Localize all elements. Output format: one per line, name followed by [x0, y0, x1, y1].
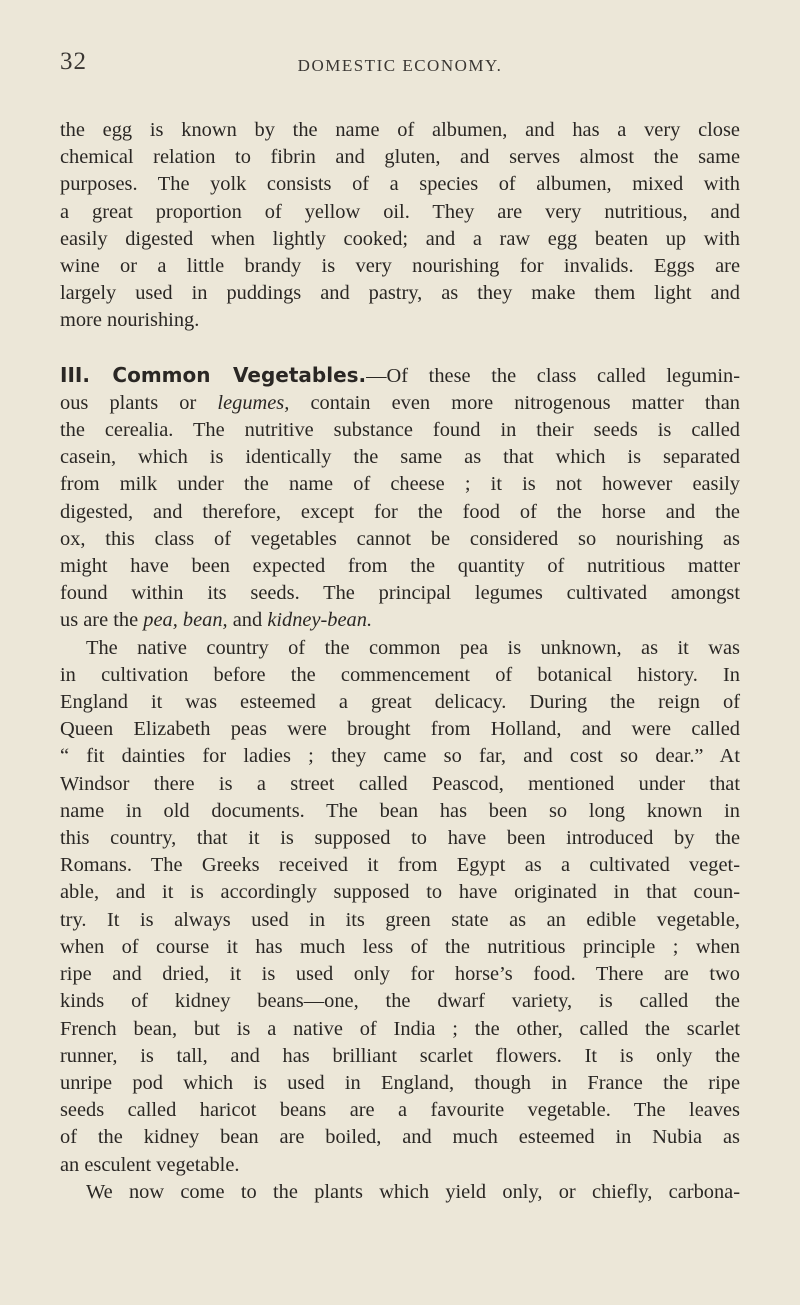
text-line: the cerealia. The nutritive substance found in their seeds is called: [60, 419, 740, 442]
italic-term-legumes: legumes,: [217, 391, 290, 414]
text-line: We now come to the plants which yield only, or chiefly, carbona-: [86, 1180, 740, 1203]
text-line: a great proportion of yellow oil. They are very nutritious, and: [60, 200, 740, 223]
text-line: digested, and therefore, except for the food of the horse and the: [60, 500, 740, 523]
text-line: Romans. The Greeks received it from Egypt as a cultivated veget-: [60, 854, 740, 877]
text-line: might have been expected from the quantity of nutritious matter: [60, 555, 740, 578]
body-text: [60, 117, 740, 1206]
text-line: an esculent vegetable.: [60, 1153, 240, 1176]
text-line: England it was esteemed a great delicacy. During the reign of: [60, 691, 740, 714]
italic-term-kidney-bean: kidney-bean.: [267, 609, 373, 632]
text-line: runner, is tall, and has brilliant scarlet flowers. It is only the: [60, 1044, 740, 1067]
text-line: The native country of the common pea is unknown, as it was: [86, 636, 740, 659]
paragraph-eggs: [60, 117, 740, 335]
section-common-vegetables: [60, 362, 740, 635]
text-line: largely used in puddings and pastry, as they make them light and: [60, 282, 740, 305]
text-line: found within its seeds. The principal legumes cultivated amongst: [60, 582, 740, 605]
section-title: III. Common Vegetables.: [60, 362, 367, 387]
text-line: this country, that it is supposed to have been introduced by the: [60, 827, 740, 850]
running-head: DOMESTIC ECONOMY.: [297, 56, 503, 75]
text-line: Windsor there is a street called Peascod, mentioned under that: [60, 772, 740, 795]
text-line: of the kidney bean are boiled, and much esteemed in Nubia as: [60, 1126, 740, 1149]
text-line: “ fit dainties for ladies ; they came so far, and cost so dear.” At: [60, 745, 740, 768]
text-line: [60, 390, 740, 417]
text-fragment: contain even more nitrogenous matter than: [310, 391, 740, 414]
text-line: try. It is always used in its green state as an edible vegetable,: [60, 908, 740, 931]
text-line: purposes. The yolk consists of a species of albumen, mixed with: [60, 173, 740, 196]
text-line: name in old documents. The bean has been so long known in: [60, 799, 740, 822]
page-number: 32: [60, 48, 87, 75]
text-line: able, and it is accordingly supposed to have originated in that coun-: [60, 881, 740, 904]
text-line: in cultivation before the commencement of botanical history. In: [60, 663, 740, 686]
text-line: chemical relation to fibrin and gluten, and serves almost the same: [60, 146, 740, 169]
text-line: Queen Elizabeth peas were brought from Holland, and were called: [60, 718, 740, 741]
italic-term-bean: bean,: [182, 609, 228, 632]
text-line: the egg is known by the name of albumen, and has a very close: [60, 119, 740, 141]
text-line: French bean, but is a native of India ; the other, called the scarlet: [60, 1017, 740, 1040]
section-heading-line: [60, 362, 740, 390]
text-line: ox, this class of vegetables cannot be considered so nourishing as: [60, 527, 740, 550]
text-line: more nourishing.: [60, 309, 200, 332]
paragraph-spacer: [60, 335, 740, 362]
text-line: from milk under the name of cheese ; it is not however easily: [60, 473, 740, 496]
text-fragment: and: [232, 609, 263, 632]
text-line: [60, 607, 740, 634]
text-line: easily digested when lightly cooked; and a raw egg beaten up with: [60, 227, 740, 250]
text-line: seeds called haricot beans are a favourite vegetable. The leaves: [60, 1099, 740, 1122]
page-header: [60, 48, 740, 88]
text-line: ripe and dried, it is used only for horse’s food. There are two: [60, 963, 740, 986]
text-line: kinds of kidney beans—one, the dwarf variety, is called the: [60, 990, 740, 1013]
text-fragment: ous plants or: [60, 391, 197, 414]
text-line: unripe pod which is used in England, though in France the ripe: [60, 1071, 740, 1094]
paragraph-carbonaceous-plants: [60, 1179, 740, 1206]
text-line: casein, which is identically the same as that which is separated: [60, 446, 740, 469]
italic-term-pea: pea,: [143, 609, 178, 632]
text-line: wine or a little brandy is very nourishing for invalids. Eggs are: [60, 255, 740, 278]
paragraph-pea-and-bean: [60, 635, 740, 1179]
text-line: when of course it has much less of the nutritious principle ; when: [60, 935, 740, 958]
section-title-continuation: —Of these the class called legumin-: [366, 364, 740, 387]
text-fragment: us are the: [60, 609, 139, 632]
